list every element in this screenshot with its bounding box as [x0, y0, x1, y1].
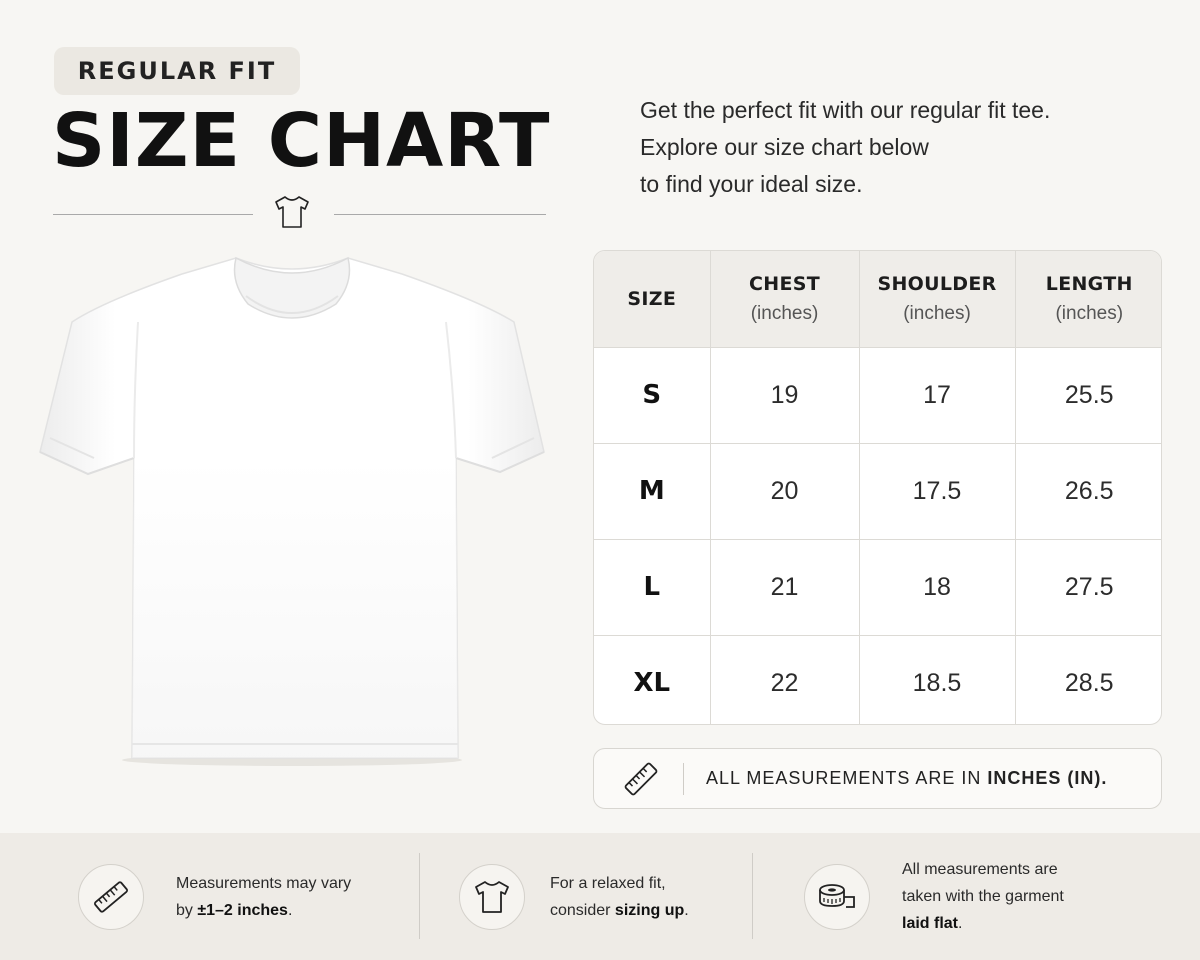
table-row [594, 347, 1162, 443]
intro-line: Get the perfect fit with our regular fit tee. [640, 97, 1051, 123]
table-row [594, 539, 1162, 635]
tip-line-prefix: by [176, 901, 198, 919]
measuring-tape-icon [816, 877, 858, 917]
footer-separator [752, 853, 753, 939]
title-divider-right [334, 214, 546, 215]
note-separator [683, 763, 684, 795]
tip-line [176, 897, 351, 924]
tip-icon-circle [804, 864, 870, 930]
tip-text [176, 870, 351, 924]
column-header-label: CHEST [749, 272, 820, 295]
column-header-label: LENGTH [1045, 272, 1133, 295]
size-cell: L [594, 539, 710, 635]
length-cell: 26.5 [1015, 443, 1162, 539]
intro-text [640, 92, 1160, 203]
column-header-unit: (inches) [903, 302, 971, 324]
column-header-label: SIZE [627, 287, 677, 310]
size-chart-table [593, 250, 1162, 725]
tshirt-icon [472, 878, 512, 916]
size-cell: M [594, 443, 710, 539]
tip-line-prefix: consider [550, 901, 615, 919]
note-prefix: ALL MEASUREMENTS ARE IN [706, 768, 988, 788]
column-header-unit: (inches) [750, 302, 819, 324]
tip-line-bold: laid flat [902, 915, 959, 932]
tip-line [550, 897, 689, 924]
length-cell: 28.5 [1064, 668, 1114, 697]
ruler-icon [621, 759, 661, 799]
shoulder-cell: 18 [859, 539, 1015, 635]
shoulder-cell: 17 [859, 347, 1015, 443]
tip-line-suffix: . [684, 901, 689, 919]
size-cell: S [594, 347, 710, 443]
column-header-label: SHOULDER [877, 272, 997, 295]
tip-icon-circle [78, 864, 144, 930]
tip-line: For a relaxed fit, [550, 874, 666, 892]
tshirt-icon [272, 194, 312, 230]
tip-icon-circle [459, 864, 525, 930]
tip-line: All measurements are [902, 861, 1058, 878]
note-emphasis: INCHES (IN). [987, 768, 1108, 788]
column-header-chest [710, 251, 859, 347]
table-row [594, 635, 1162, 725]
tip-measurement-variance [78, 833, 351, 960]
tip-laid-flat [804, 833, 1064, 960]
footer-separator [419, 853, 420, 939]
shoulder-cell: 18.5 [859, 635, 1015, 725]
column-header-size [594, 251, 710, 347]
tip-text [550, 870, 689, 924]
intro-line: Explore our size chart below [640, 134, 929, 160]
note-text [706, 768, 1107, 789]
column-header-length [1015, 251, 1162, 347]
column-header-shoulder [859, 251, 1015, 347]
tip-relaxed-fit [459, 833, 689, 960]
tshirt-image [36, 252, 548, 766]
length-cell: 25.5 [1015, 347, 1162, 443]
length-cell: 27.5 [1015, 539, 1162, 635]
tip-line: taken with the garment [902, 888, 1064, 905]
fit-badge: REGULAR FIT [54, 47, 300, 95]
chest-cell: 21 [710, 539, 859, 635]
shoulder-cell: 17.5 [859, 443, 1015, 539]
chest-cell: 20 [710, 443, 859, 539]
tip-line: Measurements may vary [176, 874, 352, 892]
ruler-icon [91, 877, 131, 917]
title-divider-left [53, 214, 253, 215]
tip-text [902, 856, 1064, 937]
intro-line: to find your ideal size. [640, 171, 863, 197]
chest-cell: 22 [710, 635, 859, 725]
tip-line-bold: sizing up [614, 901, 685, 919]
table-row [594, 443, 1162, 539]
page-title: SIZE CHART [52, 98, 551, 184]
size-cell: XL [594, 635, 710, 725]
units-note [593, 748, 1162, 809]
tip-line-suffix: . [958, 915, 963, 932]
tip-line-bold: ±1–2 inches [197, 901, 288, 919]
tip-line-suffix: . [287, 901, 293, 919]
footer-tips [0, 833, 1200, 960]
column-header-unit: (inches) [1055, 302, 1124, 324]
chest-cell: 19 [710, 347, 859, 443]
table-header-row [594, 251, 1162, 347]
tip-line [902, 910, 1064, 937]
